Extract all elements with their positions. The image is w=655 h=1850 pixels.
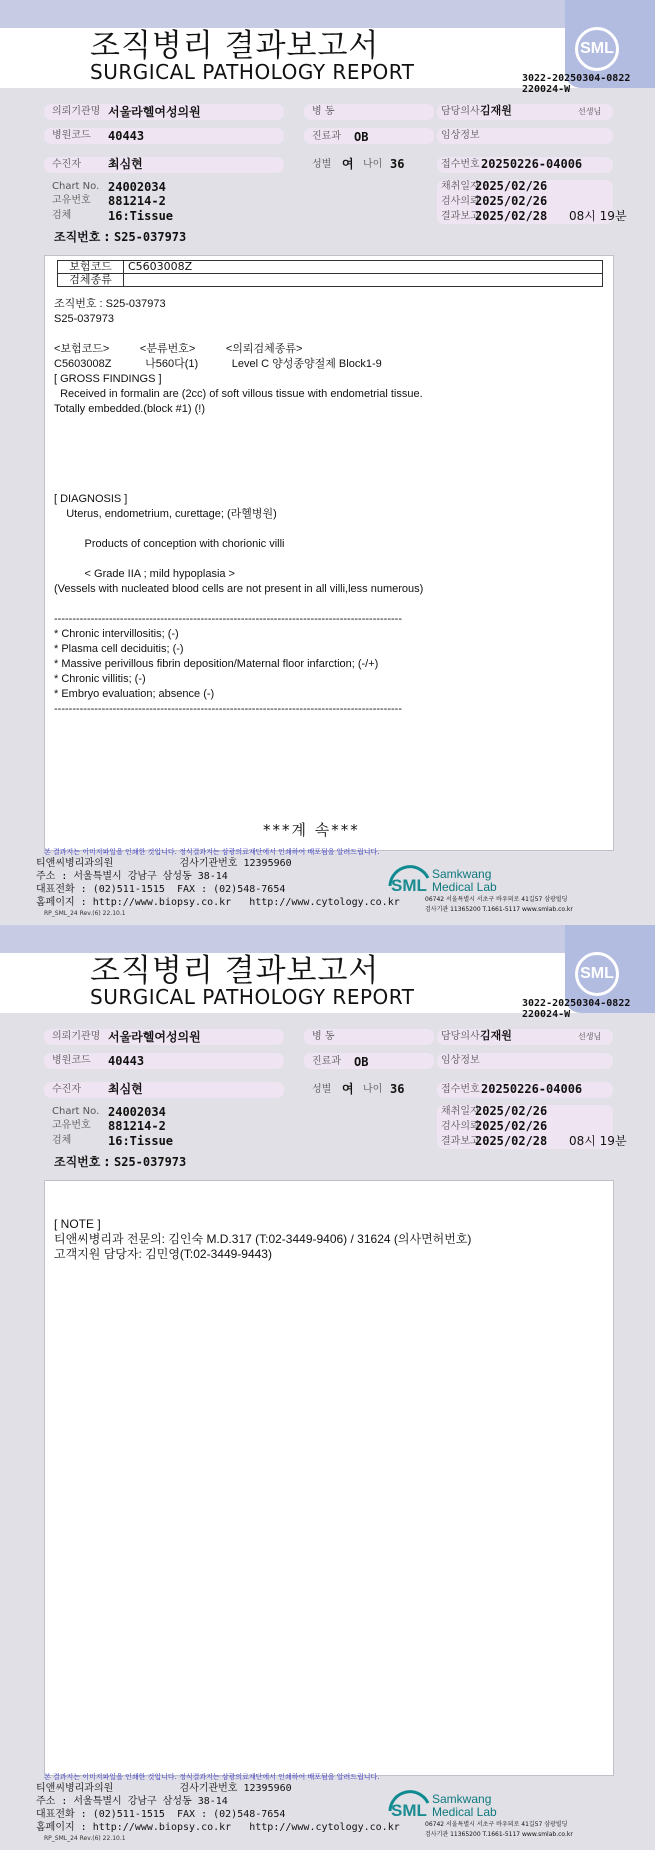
continued-mark: ***계 속***	[263, 821, 360, 839]
samkwang-address: 06742 서울특별시 서초구 바우뫼로 41길57 삼광빌딩 검사기관 11365200 T.1661-5117 www.smlab.co.kr	[425, 1821, 573, 1838]
ward-label: 병 동	[312, 106, 335, 117]
body-line	[54, 447, 423, 462]
body-line	[54, 417, 423, 432]
result-label: 결과보고	[441, 211, 480, 222]
report-content-box	[44, 1180, 614, 1776]
hosp-code-value: 40443	[108, 129, 145, 143]
body-line: -----------------------------------------------------------------------------------------------	[54, 613, 402, 625]
body-line: * Embryo evaluation; absence (-)	[54, 688, 215, 700]
tissue-no-value: S25-037973	[114, 230, 187, 244]
dept-label: 진료과	[312, 131, 341, 142]
footer-version: RP_SML_24 Rev.(6) 22.10.1	[44, 1835, 126, 1842]
body-line: * Plasma cell deciduitis; (-)	[54, 643, 184, 655]
result-time: 08시 19분	[569, 1134, 627, 1148]
tissue-no-label: 조직번호 :	[54, 230, 110, 244]
svg-text:SML: SML	[391, 1801, 427, 1820]
result-value: 2025/02/28	[475, 209, 548, 223]
dept-value: OB	[354, 1055, 369, 1069]
dept-label: 진료과	[312, 1056, 341, 1067]
body-line: [ GROSS FINDINGS ]	[54, 373, 162, 385]
receipt-label: 접수번호	[441, 1084, 480, 1095]
body-line	[54, 462, 423, 477]
report-title-korean: 조직병리 결과보고서	[90, 28, 380, 64]
collect-label: 채취일자	[441, 181, 480, 192]
chart-value: 24002034	[108, 1105, 166, 1119]
doctor-value: 김재원	[480, 104, 512, 117]
report-title-english: SURGICAL PATHOLOGY REPORT	[90, 985, 415, 1009]
hosp-code-label: 병원코드	[52, 1055, 91, 1066]
report-title-korean: 조직병리 결과보고서	[90, 953, 380, 989]
age-value: 36	[390, 157, 405, 171]
doctor-value: 김재원	[480, 1029, 512, 1042]
doctor-label: 담당의사	[441, 106, 480, 117]
patient-value: 최심현	[108, 1082, 143, 1096]
footer-lab-info: 티앤씨병리과의원 검사기관번호 12395960 주소 : 서울특별시 강남구 삼성동 38-14 대표전화 : (02)511-1515 FAX : (02)548-7654 홈페이지 : http://www.biopsy.co.kr http://www.cytology.co.kr	[36, 1783, 400, 1833]
body-line: < Grade IIA ; mild hypoplasia >	[54, 568, 235, 580]
spec-label: 검체	[52, 210, 72, 221]
report-title-english: SURGICAL PATHOLOGY REPORT	[90, 60, 415, 84]
reg-value: 881214-2	[108, 194, 166, 208]
sex-label: 성별	[312, 1084, 332, 1095]
age-label: 나이	[363, 159, 383, 170]
body-line: <보험코드> <분류번호> <의뢰검체종류>	[54, 343, 303, 355]
receipt-value: 20250226-04006	[481, 157, 583, 171]
sml-logo-icon: SML	[575, 27, 619, 71]
spec-value: 16:Tissue	[108, 1134, 174, 1148]
request-label: 검사의뢰	[441, 196, 480, 207]
hosp-code-label: 병원코드	[52, 130, 91, 141]
body-line	[54, 432, 423, 447]
doctor-suffix: 선생님	[578, 107, 602, 116]
patient-label: 수진자	[52, 159, 81, 170]
reg-label: 고유번호	[52, 195, 91, 206]
result-label: 결과보고	[441, 1136, 480, 1147]
report-page-2	[0, 925, 655, 1850]
patient-label: 수진자	[52, 1084, 81, 1095]
code-table-label: 검체종류	[58, 274, 124, 287]
code-table-label: 보험코드	[58, 261, 124, 274]
samkwang-name: Samkwang Medical Lab	[432, 867, 497, 894]
collect-value: 2025/02/26	[475, 179, 548, 193]
report-id: 3022-20250304-0822 220024-W	[522, 73, 631, 95]
doctor-suffix: 선생님	[578, 1032, 602, 1041]
reg-value: 881214-2	[108, 1119, 166, 1133]
body-line	[54, 597, 423, 612]
request-value: 2025/02/26	[475, 194, 548, 208]
hosp-code-value: 40443	[108, 1054, 145, 1068]
sml-logo-icon: SML	[575, 952, 619, 996]
body-line: * Chronic intervillositis; (-)	[54, 628, 179, 640]
request-label: 검사의뢰	[441, 1121, 480, 1132]
result-time: 08시 19분	[569, 209, 627, 223]
report-id: 3022-20250304-0822 220024-W	[522, 998, 631, 1020]
body-line: * Chronic villitis; (-)	[54, 673, 146, 685]
sex-value: 여	[342, 157, 354, 171]
samkwang-name: Samkwang Medical Lab	[432, 1792, 497, 1819]
spec-value: 16:Tissue	[108, 209, 174, 223]
report-body-text	[54, 297, 423, 717]
receipt-label: 접수번호	[441, 159, 480, 170]
samkwang-address: 06742 서울특별시 서초구 바우뫼로 41길57 삼광빌딩 검사기관 11365200 T.1661-5117 www.smlab.co.kr	[425, 896, 573, 913]
body-line: Products of conception with chorionic villi	[54, 538, 285, 550]
patient-value: 최심현	[108, 157, 143, 171]
body-line: Received in formalin are (2cc) of soft villous tissue with endometrial tissue.	[54, 388, 423, 400]
body-line	[54, 477, 423, 492]
footer-note: 본 결과지는 이미지파일을 인쇄한 것입니다. 정식결과지는 삼광의료재단에서 인쇄하여 배포됨을 알려드립니다.	[44, 1773, 380, 1781]
reg-label: 고유번호	[52, 1120, 91, 1131]
tissue-no-value: S25-037973	[114, 1155, 187, 1169]
age-label: 나이	[363, 1084, 383, 1095]
dept-value: OB	[354, 130, 369, 144]
body-line: [ DIAGNOSIS ]	[54, 493, 128, 505]
chart-value: 24002034	[108, 180, 166, 194]
age-value: 36	[390, 1082, 405, 1096]
collect-value: 2025/02/26	[475, 1104, 548, 1118]
code-table-value: C5603008Z	[124, 261, 603, 274]
sex-value: 여	[342, 1082, 354, 1096]
body-line: -----------------------------------------------------------------------------------------------	[54, 703, 402, 715]
body-line	[54, 522, 423, 537]
clinical-label: 임상정보	[441, 1055, 480, 1066]
footer-lab-info: 티앤씨병리과의원 검사기관번호 12395960 주소 : 서울특별시 강남구 삼성동 38-14 대표전화 : (02)511-1515 FAX : (02)548-7654 홈페이지 : http://www.biopsy.co.kr http://www.cytology.co.kr	[36, 858, 400, 908]
receipt-value: 20250226-04006	[481, 1082, 583, 1096]
body-line	[54, 552, 423, 567]
body-line: Uterus, endometrium, curettage; (라헬병원)	[54, 508, 277, 520]
body-line: S25-037973	[54, 313, 114, 325]
tissue-no-label: 조직번호 :	[54, 1155, 110, 1169]
collect-label: 채취일자	[441, 1106, 480, 1117]
chart-label: Chart No.	[52, 181, 100, 192]
req-inst-value: 서울라헬여성의원	[108, 105, 201, 119]
body-line: 고객지원 담당자: 김민영(T:02-3449-9443)	[54, 1247, 272, 1261]
request-value: 2025/02/26	[475, 1119, 548, 1133]
body-line: * Massive perivillous fibrin deposition/Maternal floor infarction; (-/+)	[54, 658, 379, 670]
req-inst-value: 서울라헬여성의원	[108, 1030, 201, 1044]
svg-text:SML: SML	[391, 876, 427, 895]
report-content-box	[44, 255, 614, 851]
body-line: 티앤씨병리과 전문의: 김인숙 M.D.317 (T:02-3449-9406) / 31624 (의사면허번호)	[54, 1232, 472, 1246]
body-line: (Vessels with nucleated blood cells are not present in all villi,less numerous)	[54, 583, 424, 595]
ward-label: 병 동	[312, 1031, 335, 1042]
body-line: 조직번호 : S25-037973	[54, 298, 166, 310]
body-line: C5603008Z 나560다(1) Level C 양성종양절제 Block1-9	[54, 358, 382, 370]
clinical-label: 임상정보	[441, 130, 480, 141]
req-inst-label: 의뢰기관명	[52, 106, 101, 117]
footer-note: 본 결과지는 이미지파일을 인쇄한 것입니다. 정식결과지는 삼광의료재단에서 인쇄하여 배포됨을 알려드립니다.	[44, 848, 380, 856]
body-line: Totally embedded.(block #1) (!)	[54, 403, 206, 415]
footer-version: RP_SML_24 Rev.(6) 22.10.1	[44, 910, 126, 917]
body-line: [ NOTE ]	[54, 1217, 101, 1231]
sex-label: 성별	[312, 159, 332, 170]
body-line	[54, 327, 423, 342]
code-table	[57, 260, 603, 287]
req-inst-label: 의뢰기관명	[52, 1031, 101, 1042]
doctor-label: 담당의사	[441, 1031, 480, 1042]
report-note-text	[54, 1217, 471, 1262]
chart-label: Chart No.	[52, 1106, 100, 1117]
spec-label: 검체	[52, 1135, 72, 1146]
code-table-value	[124, 274, 603, 287]
result-value: 2025/02/28	[475, 1134, 548, 1148]
